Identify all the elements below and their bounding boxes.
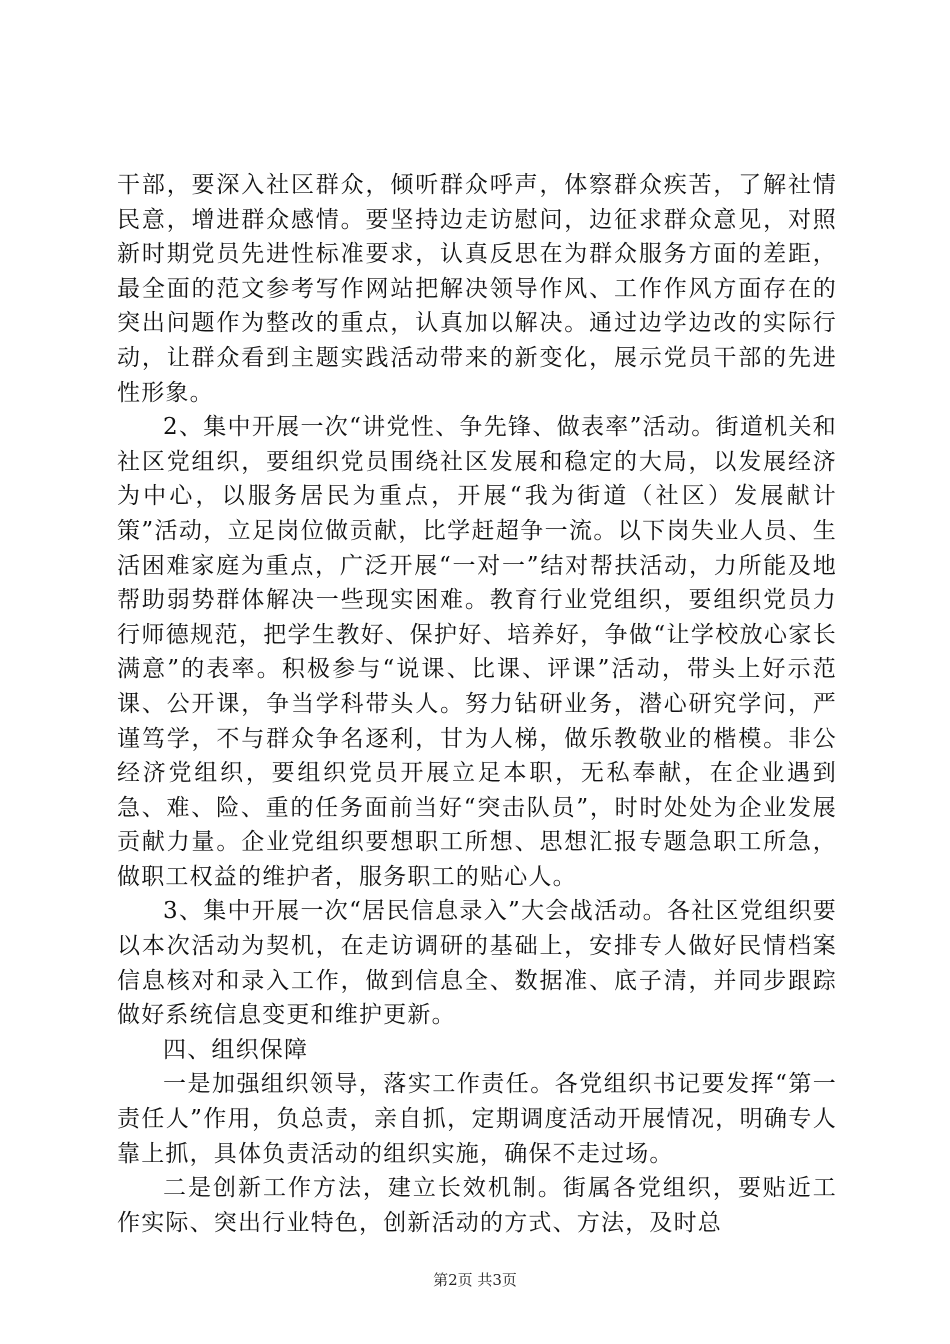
paragraph-1: 干部，要深入社区群众，倾听群众呼声，体察群众疾苦，了解社情民意，增进群众感情。要坚持边走访慰问，边征求群众意见，对照新时期党员先进性标准要求，认真反思在为群众服务方面的差距，最全面的范文参考写作网站把解决领导作风、工作作风方面存在的突出问题作为整改的重点，认真加以解决。通过边学边改的实际行动，让群众看到主题实践活动带来的新变化，展示党员干部的先进性形象。 bbox=[117, 172, 837, 406]
document-body bbox=[117, 168, 837, 1240]
paragraph-4: 一是加强组织领导，落实工作责任。各党组织书记要发挥“第一责任人”作用，负总责，亲自抓，定期调度活动开展情况，明确专人靠上抓，具体负责活动的组织实施，确保不走过场。 bbox=[117, 1071, 837, 1167]
paragraph-3: 3、集中开展一次“居民信息录入”大会战活动。各社区党组织要以本次活动为契机，在走访调研的基础上，安排专人做好民情档案信息核对和录入工作，做到信息全、数据准、底子清，并同步跟踪做好系统信息变更和维护更新。 bbox=[117, 898, 837, 1029]
page-number-footer: 第2页 共3页 bbox=[433, 1271, 517, 1289]
paragraph-2: 2、集中开展一次“讲党性、争先锋、做表率”活动。街道机关和社区党组织，要组织党员围绕社区发展和稳定的大局，以发展经济为中心，以服务居民为重点，开展“我为街道（社区）发展献计策”活动，立足岗位做贡献，比学赶超争一流。以下岗失业人员、生活困难家庭为重点，广泛开展“一对一”结对帮扶活动，力所能及地帮助弱势群体解决一些现实困难。教育行业党组织，要组织党员力行师德规范，把学生教好、保护好、培养好，争做“让学校放心家长满意”的表率。积极参与“说课、比课、评课”活动，带头上好示范课、公开课，争当学科带头人。努力钻研业务，潜心研究学问，严谨笃学，不与群众争名逐利，甘为人梯，做乐教敬业的楷模。非公经济党组织，要组织党员开展立足本职，无私奉献，在企业遇到急、难、险、重的任务面前当好“突击队员”，时时处处为企业发展贡献力量。企业党组织要想职工所想、思想汇报专题急职工所急，做职工权益的维护者，服务职工的贴心人。 bbox=[117, 414, 837, 890]
paragraph-5: 二是创新工作方法，建立长效机制。街属各党组织，要贴近工作实际、突出行业特色，创新活动的方式、方法，及时总 bbox=[117, 1175, 837, 1236]
section-heading: 四、组织保障 bbox=[163, 1036, 309, 1063]
